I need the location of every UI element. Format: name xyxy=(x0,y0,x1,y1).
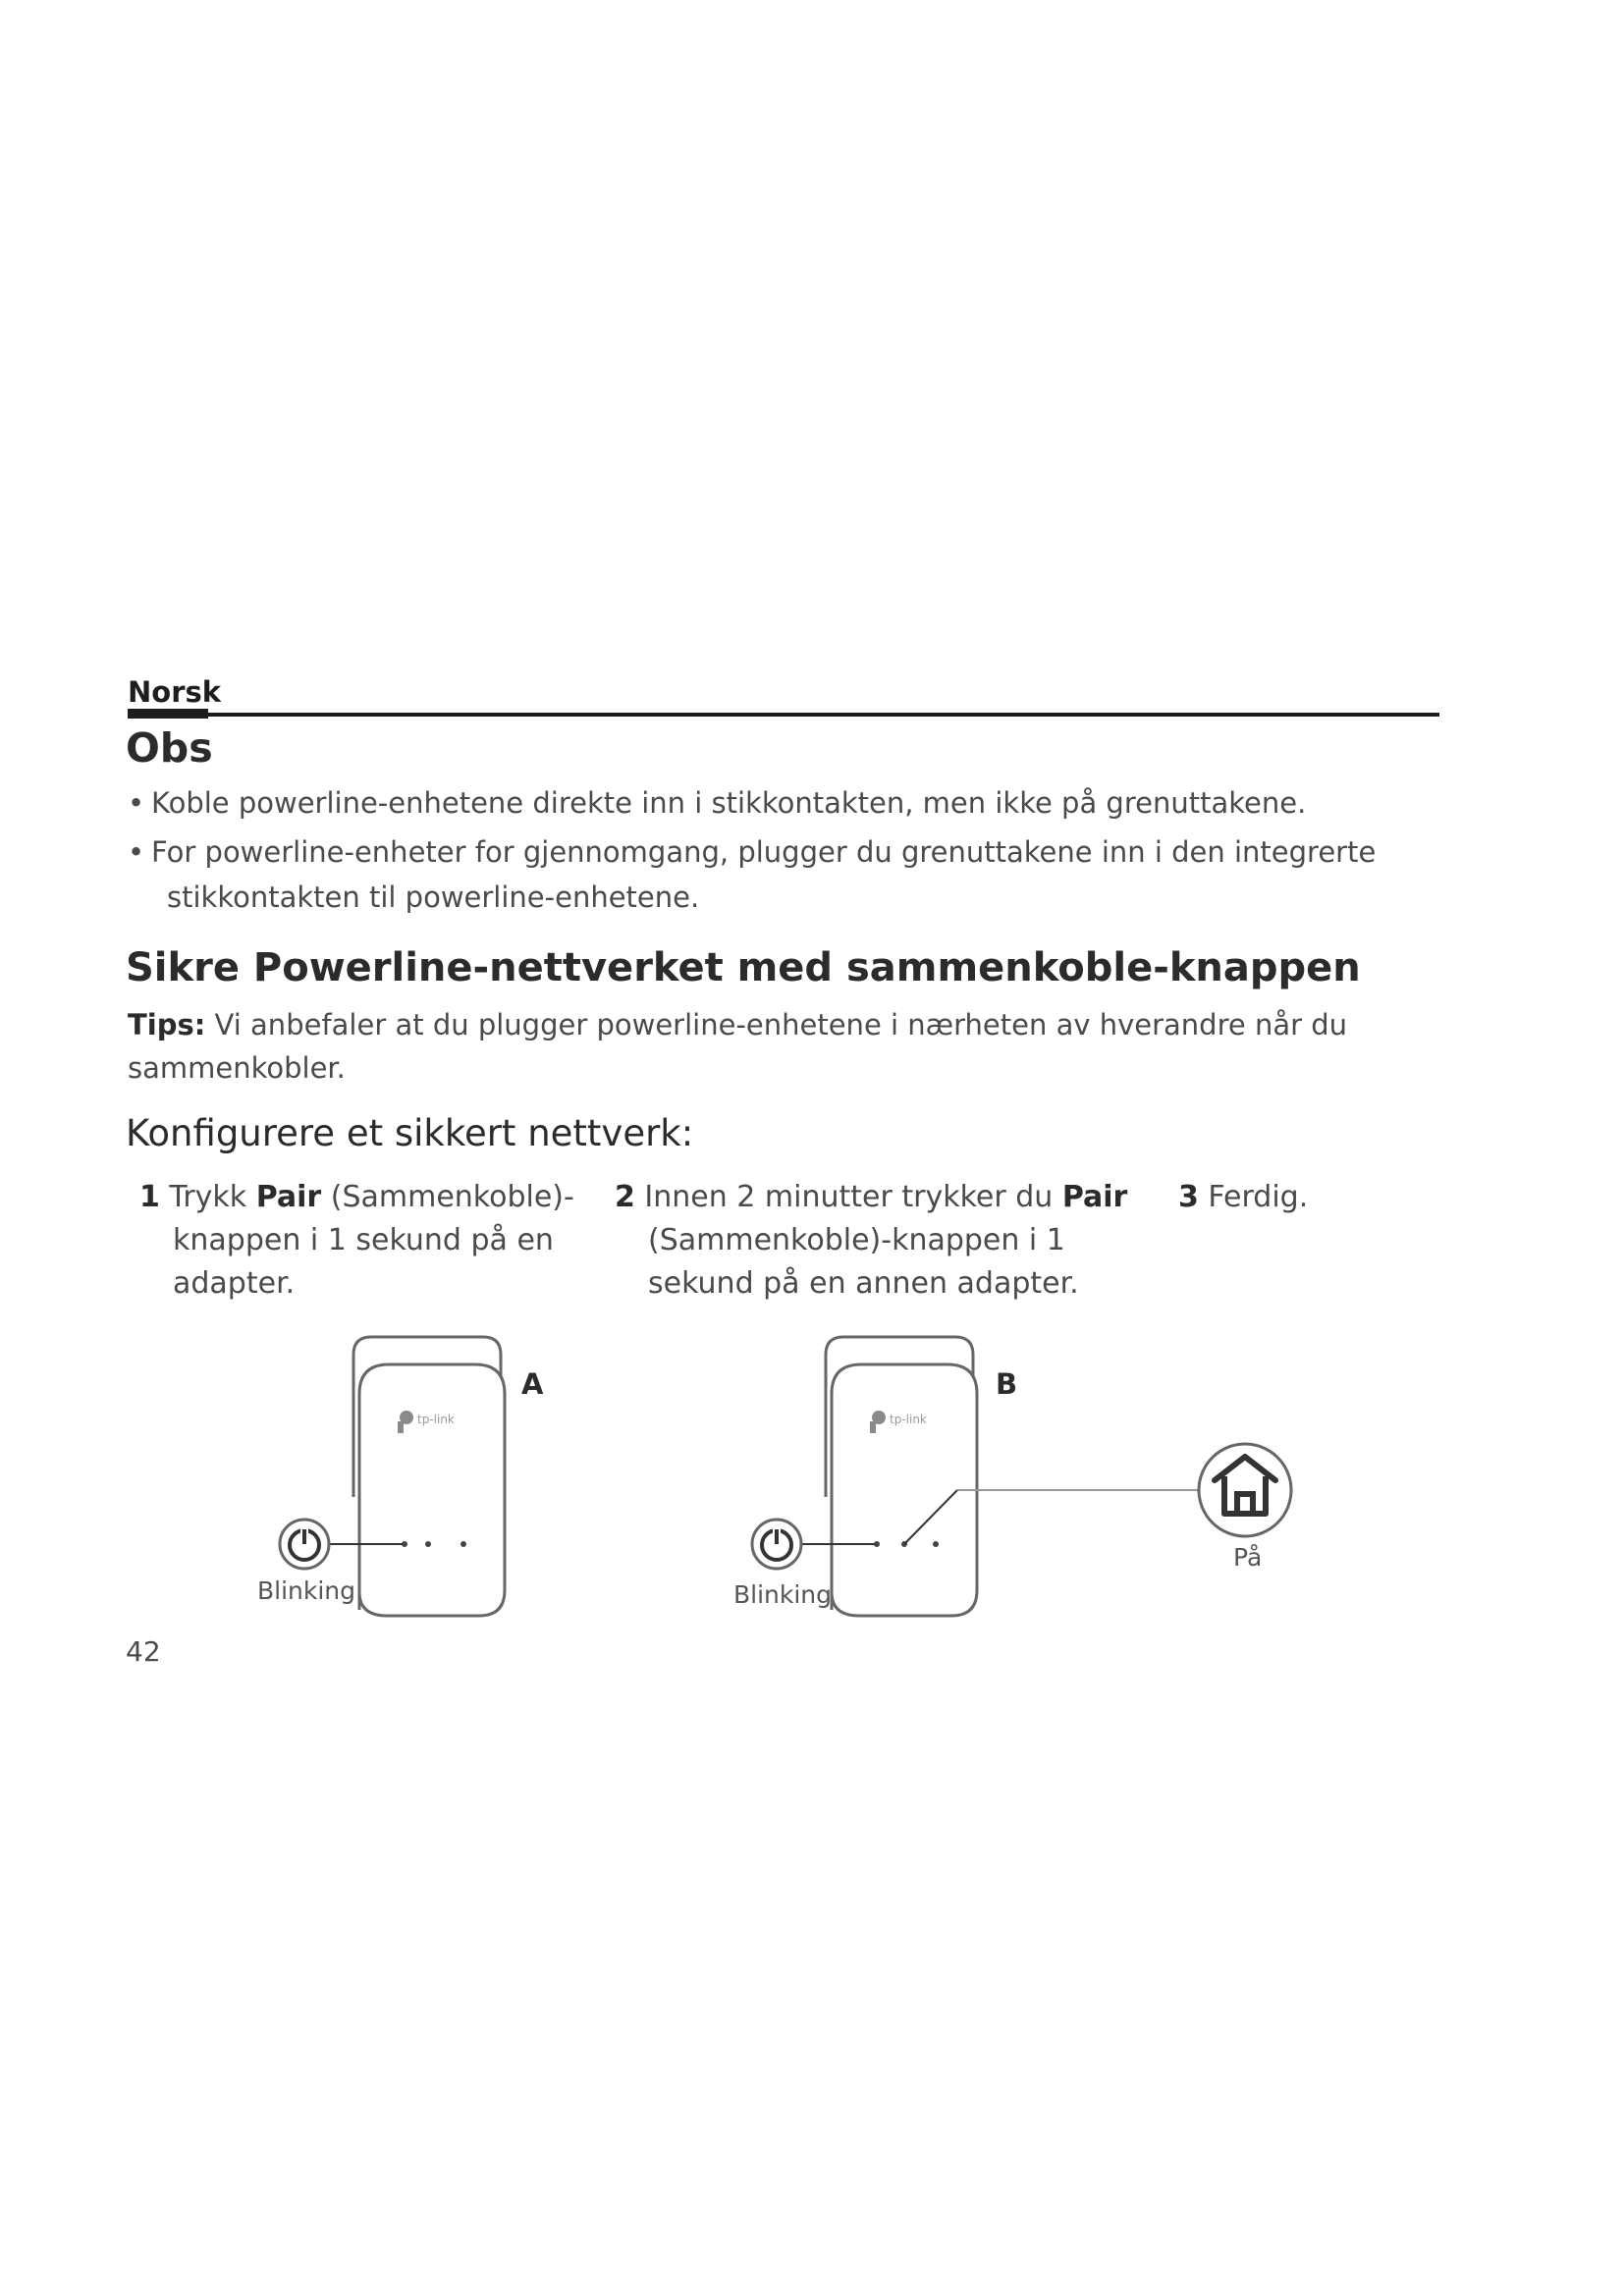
status-label-a: Blinking xyxy=(257,1576,356,1605)
step-text: (Sammenkoble)- xyxy=(321,1180,574,1214)
bullet-glyph: • xyxy=(128,786,145,820)
step-text: sekund på en annen adapter. xyxy=(648,1266,1079,1301)
led-dot xyxy=(460,1541,466,1547)
step-text: adapter. xyxy=(173,1266,296,1301)
adapter-a xyxy=(353,1337,505,1616)
step-number: 3 xyxy=(1178,1180,1199,1214)
power-icon xyxy=(280,1520,329,1569)
step-number: 2 xyxy=(615,1180,635,1214)
adapter-b xyxy=(826,1337,977,1616)
pair-label: Pair xyxy=(255,1180,322,1214)
section-tag: Norsk xyxy=(128,675,222,709)
step-text: Innen 2 minutter trykker du xyxy=(634,1180,1062,1214)
secure-title: Sikre Powerline-nettverket med sammenkoble-knappen xyxy=(126,945,1361,990)
tips-label: Tips: xyxy=(128,1008,206,1041)
note-bullet-2-continuation: stikkontakten til powerline-enhetene. xyxy=(167,881,700,914)
adapter-a-label: A xyxy=(521,1367,544,1401)
power-icon xyxy=(752,1520,801,1569)
home-status-label: På xyxy=(1233,1543,1263,1572)
bullet-glyph: • xyxy=(128,835,145,869)
notes-title: Obs xyxy=(126,724,213,772)
page-number: 42 xyxy=(126,1635,161,1668)
led-dot xyxy=(933,1541,939,1547)
step-text: Trykk xyxy=(159,1180,256,1214)
tips-text-cont: sammenkobler. xyxy=(128,1051,346,1085)
step-text: (Sammenkoble)-knappen i 1 xyxy=(648,1223,1065,1257)
home-icon xyxy=(1199,1444,1291,1536)
led-dot xyxy=(425,1541,431,1547)
brand-text: tp-link xyxy=(890,1413,927,1426)
adapter-b-label: B xyxy=(996,1367,1018,1401)
pair-label: Pair xyxy=(1061,1180,1128,1214)
status-label-b: Blinking xyxy=(733,1580,833,1609)
note-text: Koble powerline-enhetene direkte inn i stikkontakten, men ikke på grenuttakene. xyxy=(151,786,1307,820)
step-number: 1 xyxy=(139,1180,160,1214)
step-text: knappen i 1 sekund på en xyxy=(173,1223,554,1257)
configure-title: Konfigurere et sikkert nettverk: xyxy=(126,1112,694,1154)
note-text: For powerline-enheter for gjennomgang, plugger du grenuttakene inn i den integrerte xyxy=(151,835,1377,869)
tips-text: Vi anbefaler at du plugger powerline-enhetene i nærheten av hverandre når du xyxy=(205,1008,1348,1041)
step-text: Ferdig. xyxy=(1198,1180,1309,1214)
brand-text: tp-link xyxy=(417,1413,455,1426)
